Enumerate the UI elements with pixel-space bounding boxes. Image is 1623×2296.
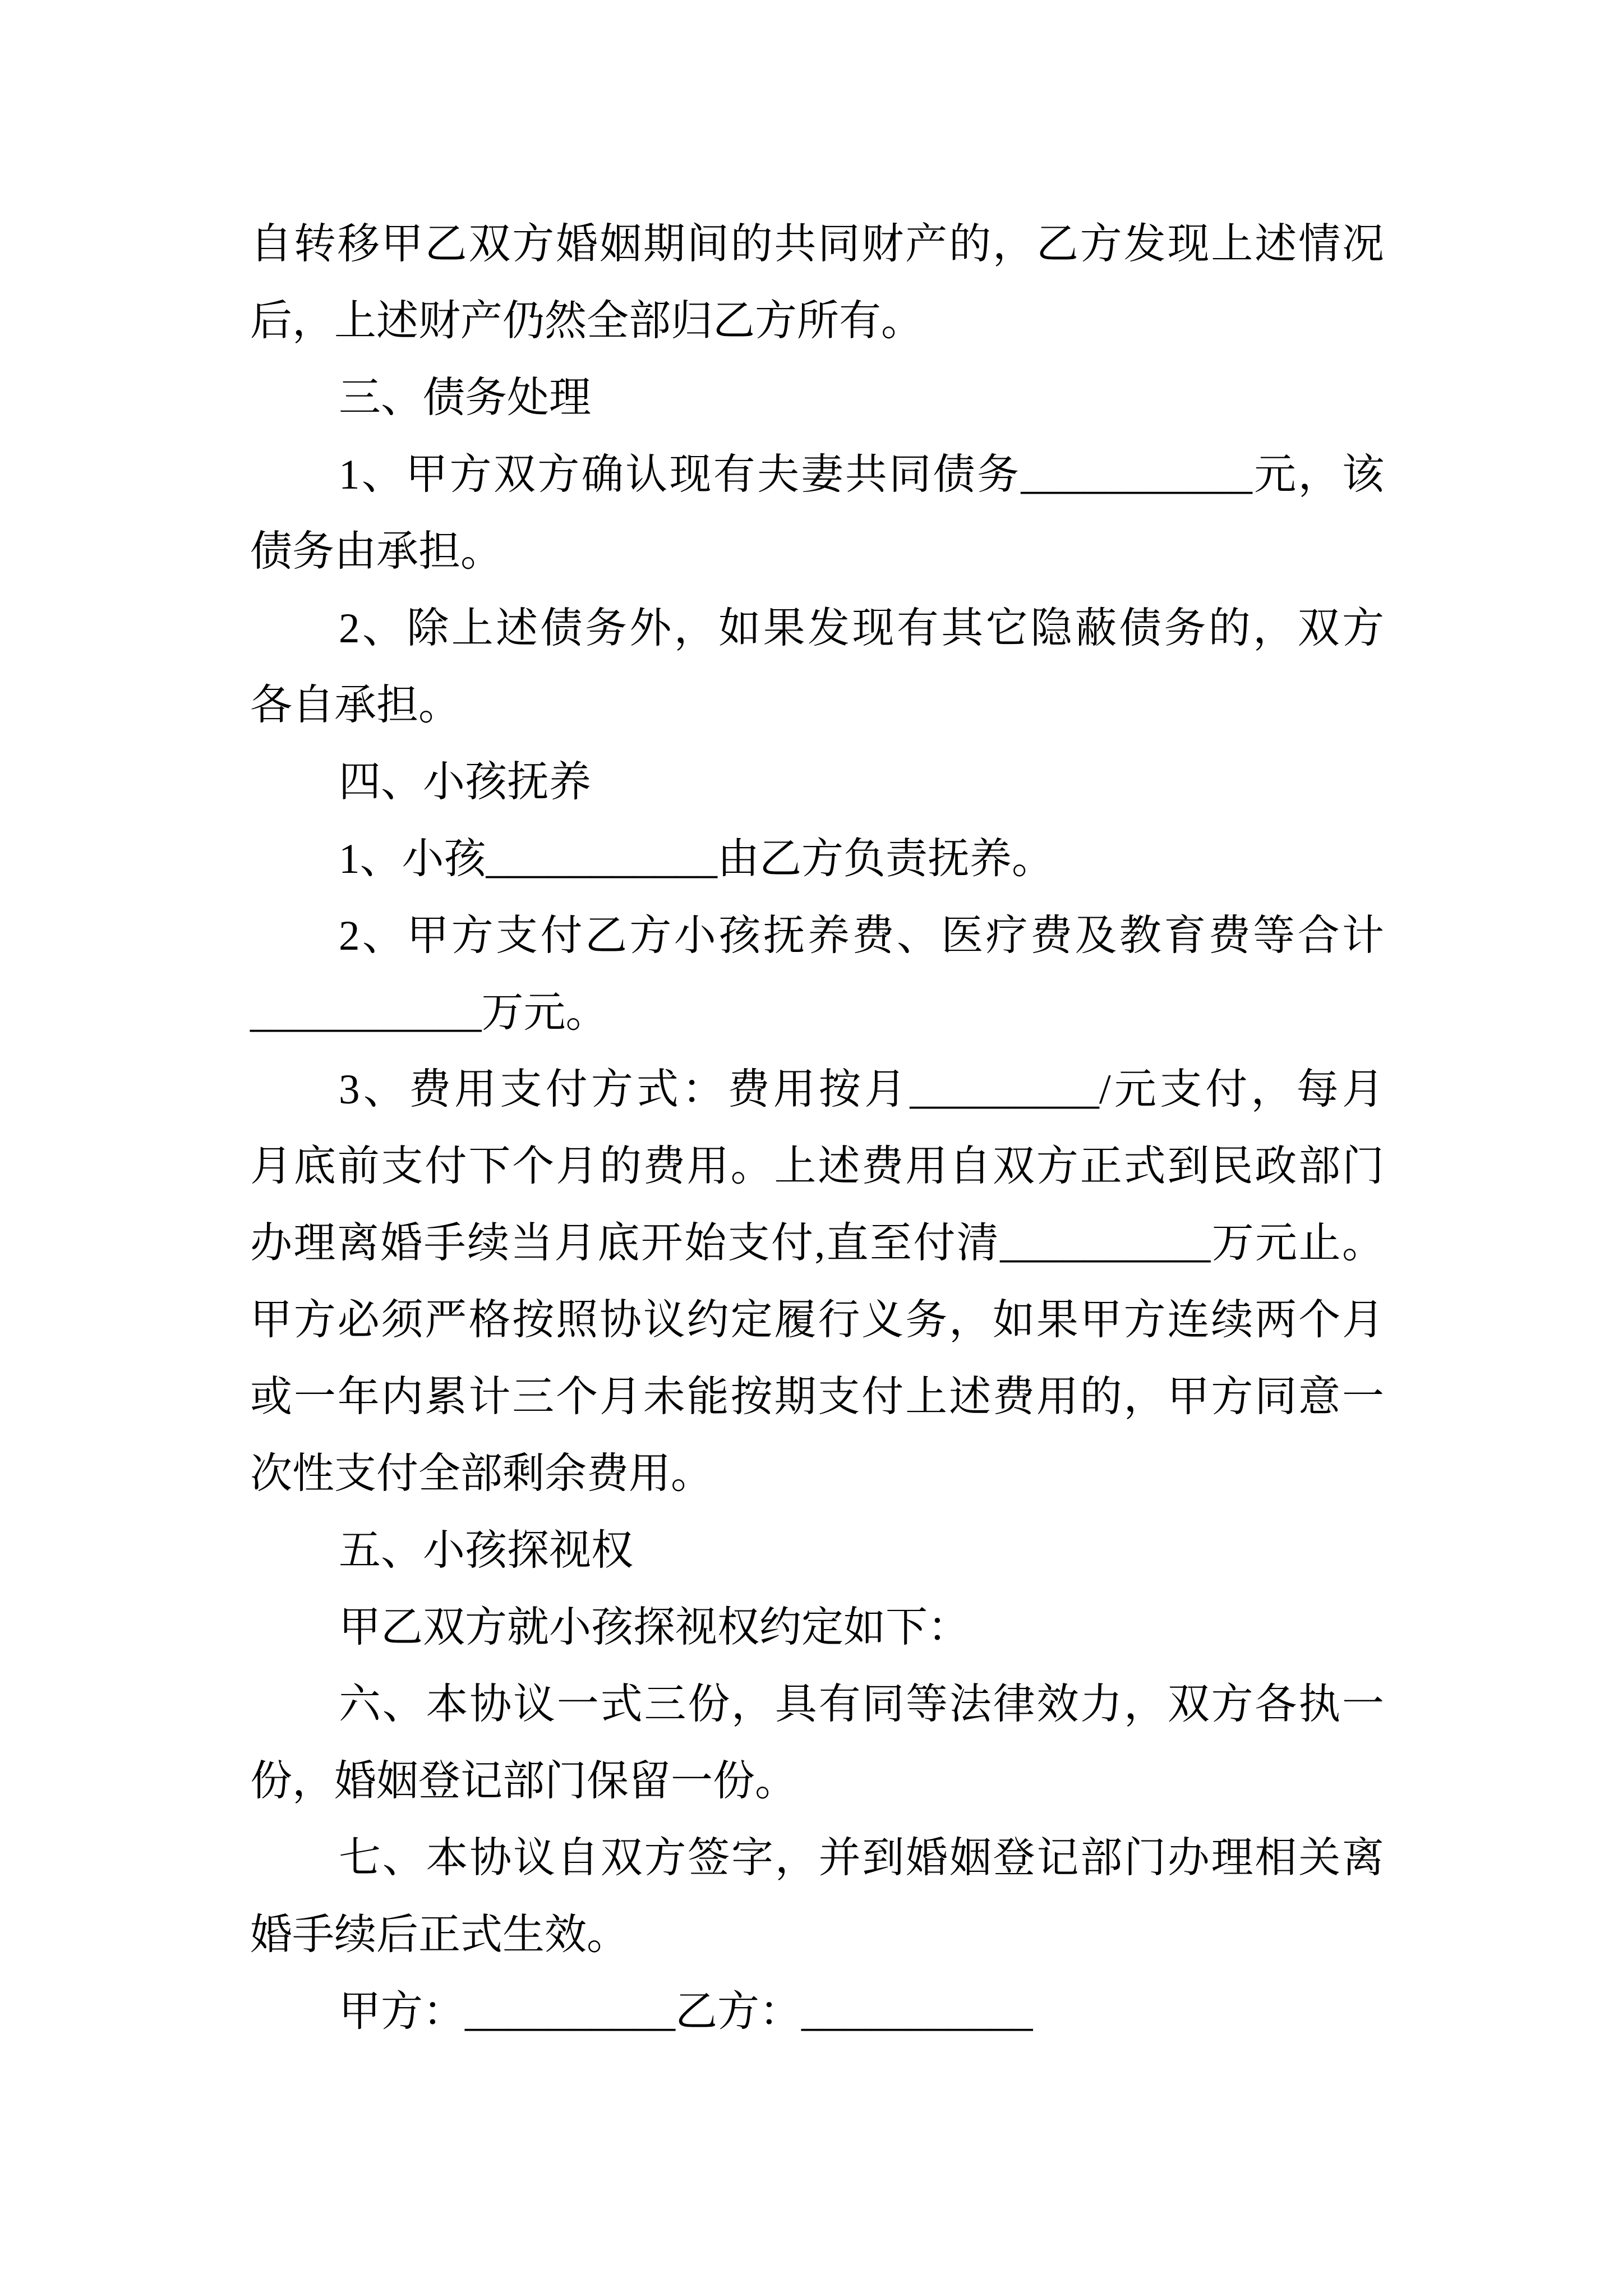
section-heading-debt: 三、债务处理 xyxy=(339,375,592,421)
paragraph xyxy=(250,1820,1384,1973)
paragraph xyxy=(250,1051,1384,1512)
text-line: 七、本协议自双方签字，并到婚姻登记部门办理相关离 xyxy=(339,1835,1384,1881)
paragraph xyxy=(250,821,1384,898)
text-line: 甲乙双方就小孩探视权约定如下： xyxy=(339,1604,970,1651)
text-line: ___________万元。 xyxy=(250,990,608,1036)
text-line: 自转移甲乙双方婚姻期间的共同财产的，乙方发现上述情况 xyxy=(250,221,1384,268)
signature-line: 甲方：__________乙方：___________ xyxy=(339,1989,1033,2035)
text-line: 次性支付全部剩余费用。 xyxy=(250,1451,713,1497)
text-line: 1、甲方双方确认现有夫妻共同债务___________元，该 xyxy=(339,452,1384,498)
text-line: 甲方必须严格按照协议约定履行义务，如果甲方连续两个月 xyxy=(250,1297,1384,1343)
text-line: 婚手续后正式生效。 xyxy=(250,1912,629,1958)
paragraph xyxy=(250,898,1384,1051)
text-line: 各自承担。 xyxy=(250,682,461,729)
text-line: 1、小孩___________由乙方负责抚养。 xyxy=(339,836,1054,882)
section-heading xyxy=(250,1512,1384,1589)
paragraph xyxy=(250,206,1384,360)
text-line: 六、本协议一式三份，具有同等法律效力，双方各执一 xyxy=(339,1681,1384,1728)
text-line: 后，上述财产仍然全部归乙方所有。 xyxy=(250,298,924,344)
section-heading xyxy=(250,744,1384,821)
section-heading xyxy=(250,360,1384,436)
text-line: 3、费用支付方式：费用按月_________/元支付，每月 xyxy=(339,1066,1384,1113)
section-heading-child-support: 四、小孩抚养 xyxy=(339,759,592,806)
paragraph xyxy=(250,1589,1384,1666)
document-body xyxy=(250,206,1384,2050)
text-line: 份，婚姻登记部门保留一份。 xyxy=(250,1758,797,1805)
signature-block xyxy=(250,1973,1384,2050)
text-line: 2、甲方支付乙方小孩抚养费、医疗费及教育费等合计 xyxy=(339,913,1384,959)
paragraph xyxy=(250,1666,1384,1820)
text-line: 月底前支付下个月的费用。上述费用自双方正式到民政部门 xyxy=(250,1143,1384,1190)
text-line: 或一年内累计三个月未能按期支付上述费用的，甲方同意一 xyxy=(250,1374,1384,1420)
text-line: 办理离婚手续当月底开始支付,直至付清__________万元止。 xyxy=(250,1220,1384,1267)
paragraph xyxy=(250,436,1384,590)
text-line: 2、除上述债务外，如果发现有其它隐蔽债务的，双方 xyxy=(339,605,1384,652)
paragraph xyxy=(250,590,1384,744)
text-line: 债务由承担。 xyxy=(250,528,503,575)
section-heading-visitation: 五、小孩探视权 xyxy=(339,1527,634,1574)
